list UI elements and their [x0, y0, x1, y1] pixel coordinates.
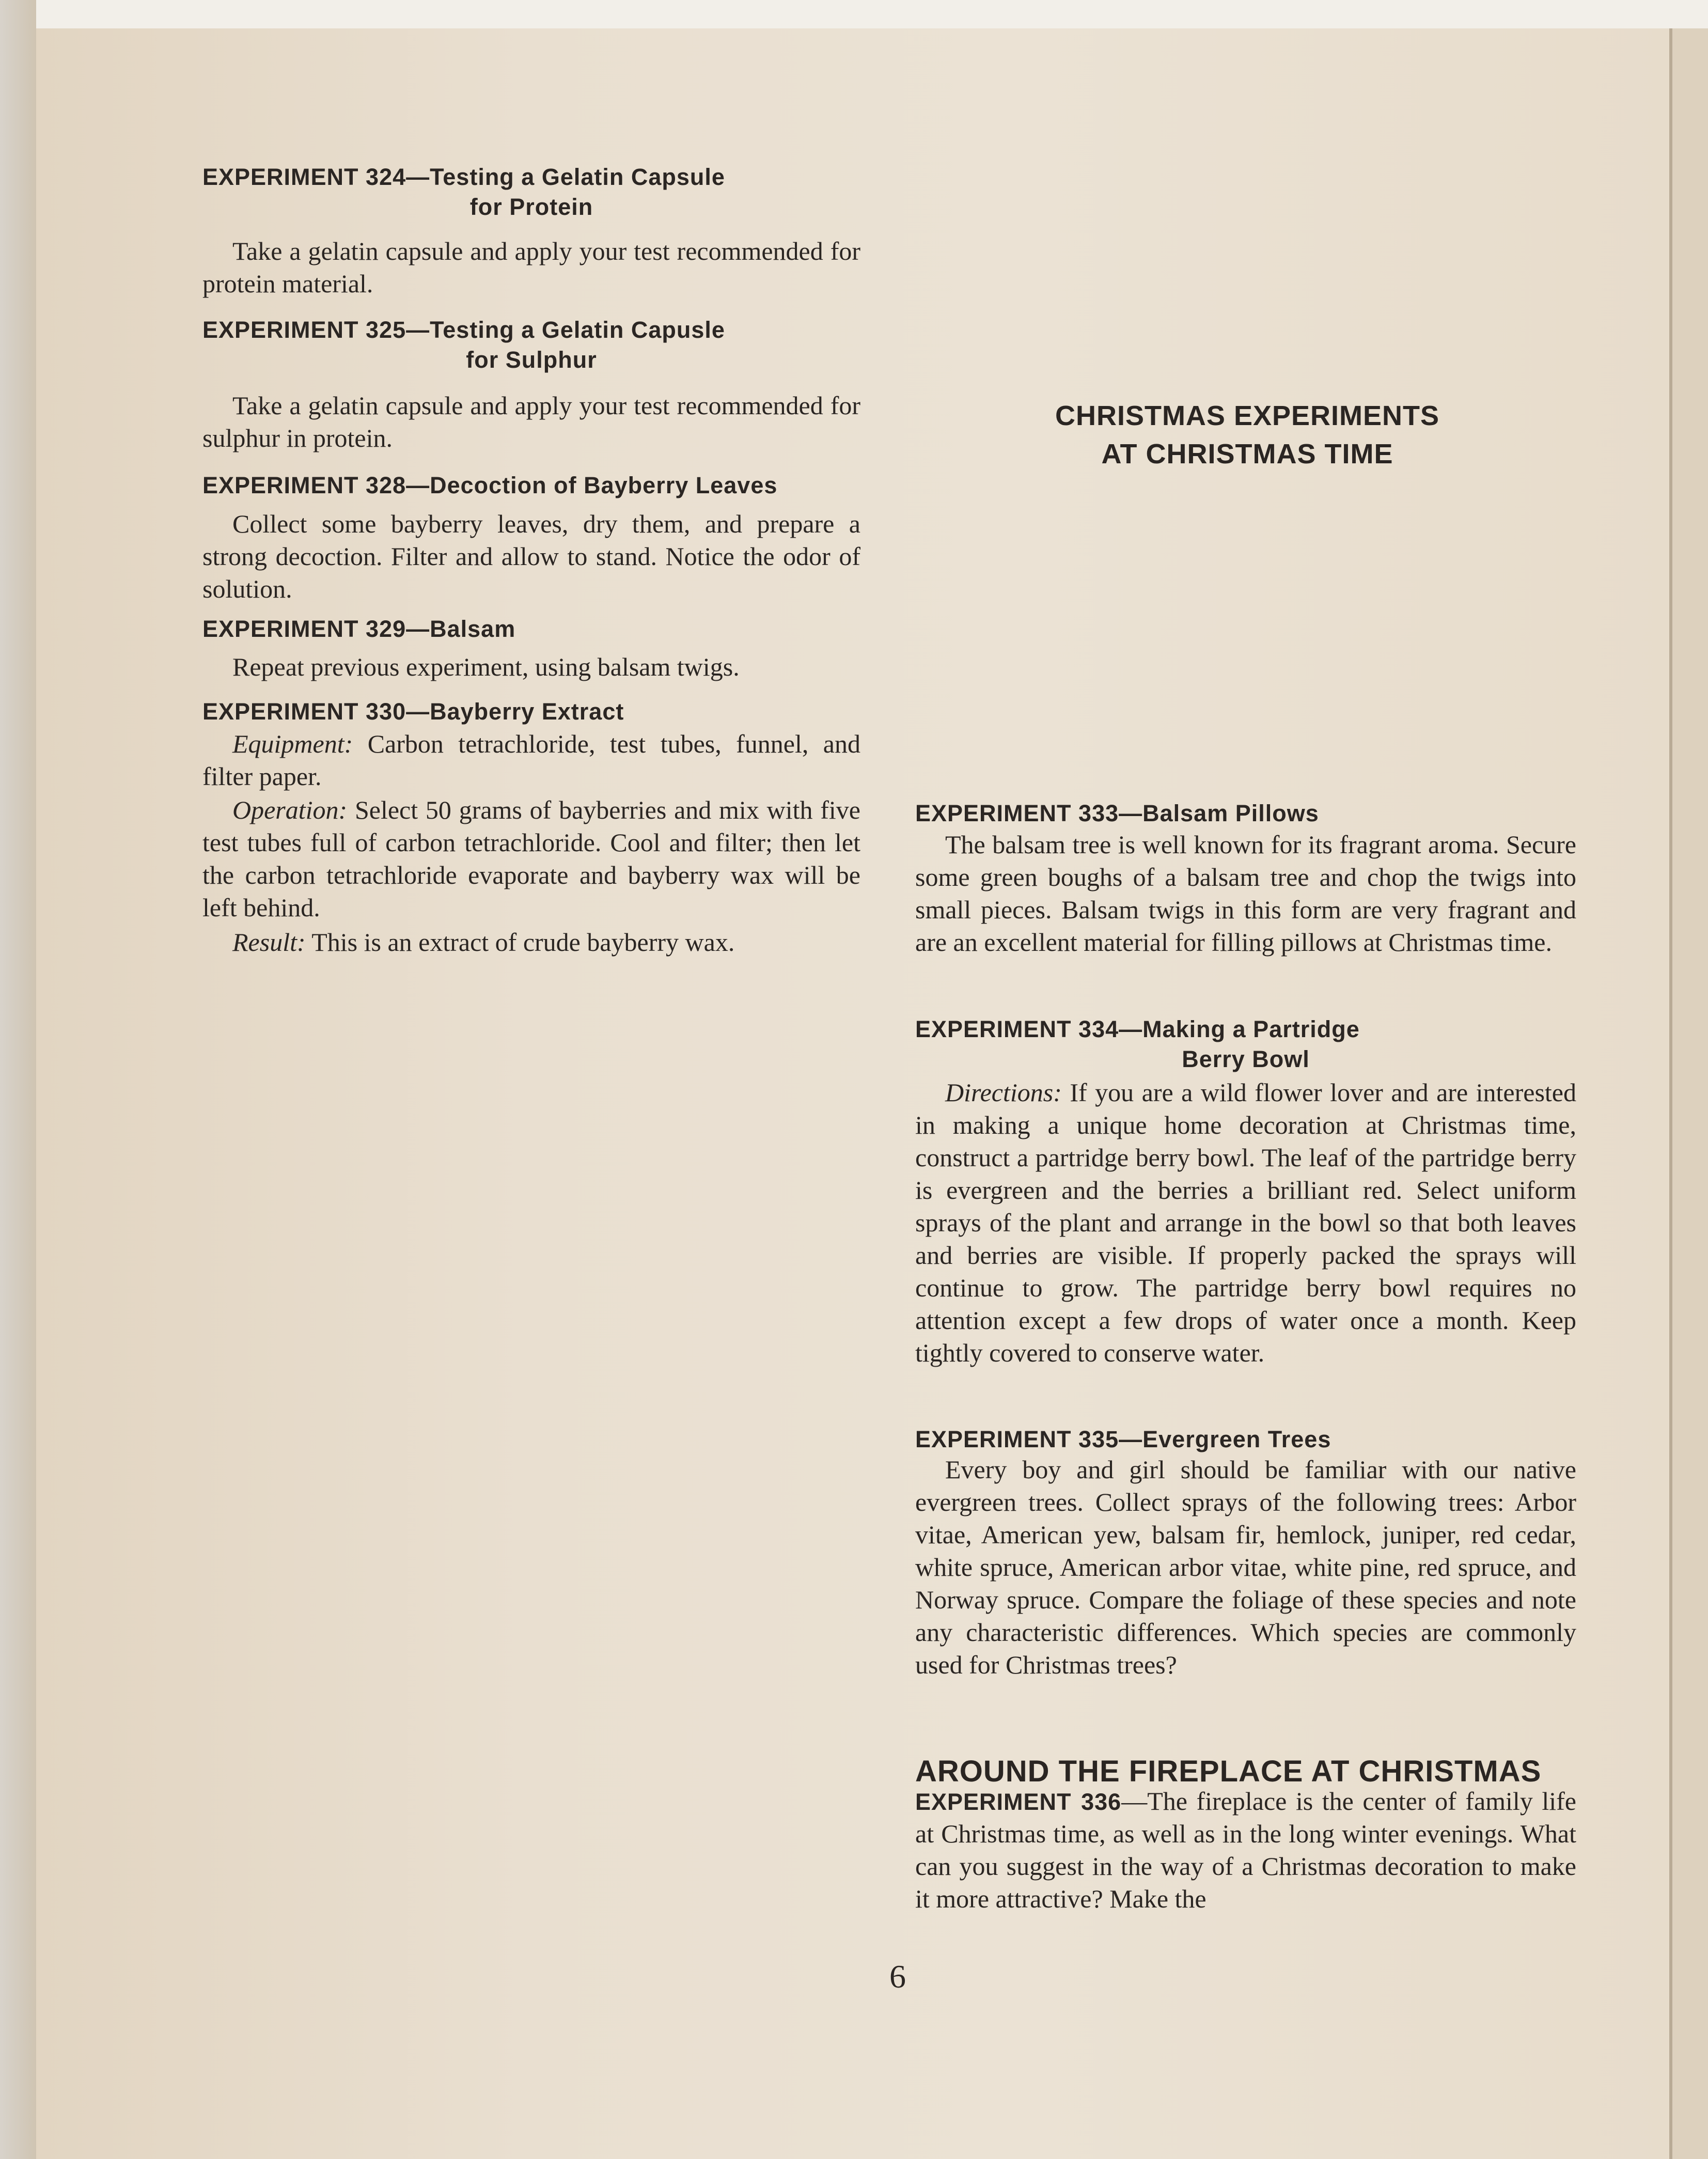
heading-line: for Sulphur	[466, 347, 597, 373]
experiment-335-heading: EXPERIMENT 335—Evergreen Trees	[915, 1426, 1331, 1452]
label: Operation:	[232, 795, 348, 824]
experiment-330-heading: EXPERIMENT 330—Bayberry Extract	[202, 698, 624, 725]
heading-line: for Protein	[469, 194, 593, 220]
text: This is an extract of crude bayberry wax.	[305, 928, 735, 957]
experiment-328-body: Collect some bayberry leaves, dry them, and prepare a strong decoction. Filter and allow to stand. Notice the odor of solution.	[202, 509, 860, 603]
label: Equipment:	[232, 729, 353, 758]
scan-border-left	[0, 0, 36, 2159]
experiment-334-body	[915, 1076, 1576, 1369]
experiment-335-body: Every boy and girl should be familiar with our native evergreen trees. Collect sprays of the following trees: Arbor vitae, American yew, balsam fir, hemlock, juniper, red cedar, white spruce, American arbor vitae, white pine, red spruce, and Norway spruce. Compare the foliage of these species and note any characteristic differences. Which species are commonly used for Christmas trees?	[915, 1455, 1576, 1679]
section-title	[981, 397, 1513, 473]
experiment-330-operation	[202, 794, 860, 924]
title-line: CHRISTMAS EXPERIMENTS	[1055, 400, 1440, 431]
heading-line: EXPERIMENT 324—Testing a Gelatin Capsule	[202, 164, 725, 190]
experiment-333-body: The balsam tree is well known for its fragrant aroma. Secure some green boughs of a balsam tree and chop the twigs into small pieces. Balsam twigs in this form are very fragrant and are an excellent material for filling pillows at Christmas time.	[915, 830, 1576, 957]
experiment-329-body: Repeat previous experiment, using balsam twigs.	[232, 652, 740, 681]
text: Carbon tetrachloride, test tubes, funnel, and filter paper.	[202, 729, 860, 791]
facing-page-edge	[1672, 28, 1708, 2159]
experiment-325-body: Take a gelatin capsule and apply your test recommended for sulphur in protein.	[202, 391, 860, 452]
text: —The fireplace is the center of family life at Christmas time, as well as in the long winter evenings. What can you suggest in the way of a Christmas decoration to make it more attractive? Make the	[915, 1787, 1576, 1913]
fireplace-heading: AROUND THE FIREPLACE AT CHRISTMAS	[915, 1755, 1542, 1788]
experiment-336-body	[915, 1785, 1576, 1915]
experiment-329-heading: EXPERIMENT 329—Balsam	[202, 616, 516, 642]
text: Select 50 grams of bayberries and mix with five test tubes full of carbon tetrachloride. Cool and filter; then let the carbon tetrachloride evaporate and bayberry wax will be left behind.	[202, 795, 860, 922]
heading-line: EXPERIMENT 325—Testing a Gelatin Capusle	[202, 317, 725, 343]
experiment-328-heading: EXPERIMENT 328—Decoction of Bayberry Leaves	[202, 472, 778, 498]
heading-line: EXPERIMENT 334—Making a Partridge	[915, 1016, 1360, 1042]
experiment-336-label: EXPERIMENT 336	[915, 1789, 1122, 1815]
scan-border-top	[0, 0, 1708, 28]
experiment-333-heading: EXPERIMENT 333—Balsam Pillows	[915, 800, 1319, 826]
experiment-325-heading	[202, 315, 860, 375]
label: Result:	[232, 928, 306, 957]
title-line: AT CHRISTMAS TIME	[1101, 439, 1393, 470]
heading-line: Berry Bowl	[1182, 1046, 1310, 1072]
label: Directions:	[945, 1078, 1062, 1107]
experiment-334-heading	[915, 1014, 1576, 1074]
experiment-324-body: Take a gelatin capsule and apply your test recommended for protein material.	[202, 237, 860, 298]
experiment-330-equipment	[202, 728, 860, 793]
text: If you are a wild flower lover and are interested in making a unique home decoration at Christmas time, construct a partridge berry bowl. The leaf of the partridge berry is evergreen and the berries a brilliant red. Select uniform sprays of the plant and arrange in the bowl so that both leaves and berries are visible. If properly packed the sprays will continue to grow. The partridge berry bowl requires no attention except a few drops of water once a month. Keep tightly covered to conserve water.	[915, 1078, 1576, 1367]
experiment-324-heading	[202, 162, 860, 222]
page-number: 6	[889, 1958, 906, 1995]
experiment-330-result	[202, 926, 860, 959]
